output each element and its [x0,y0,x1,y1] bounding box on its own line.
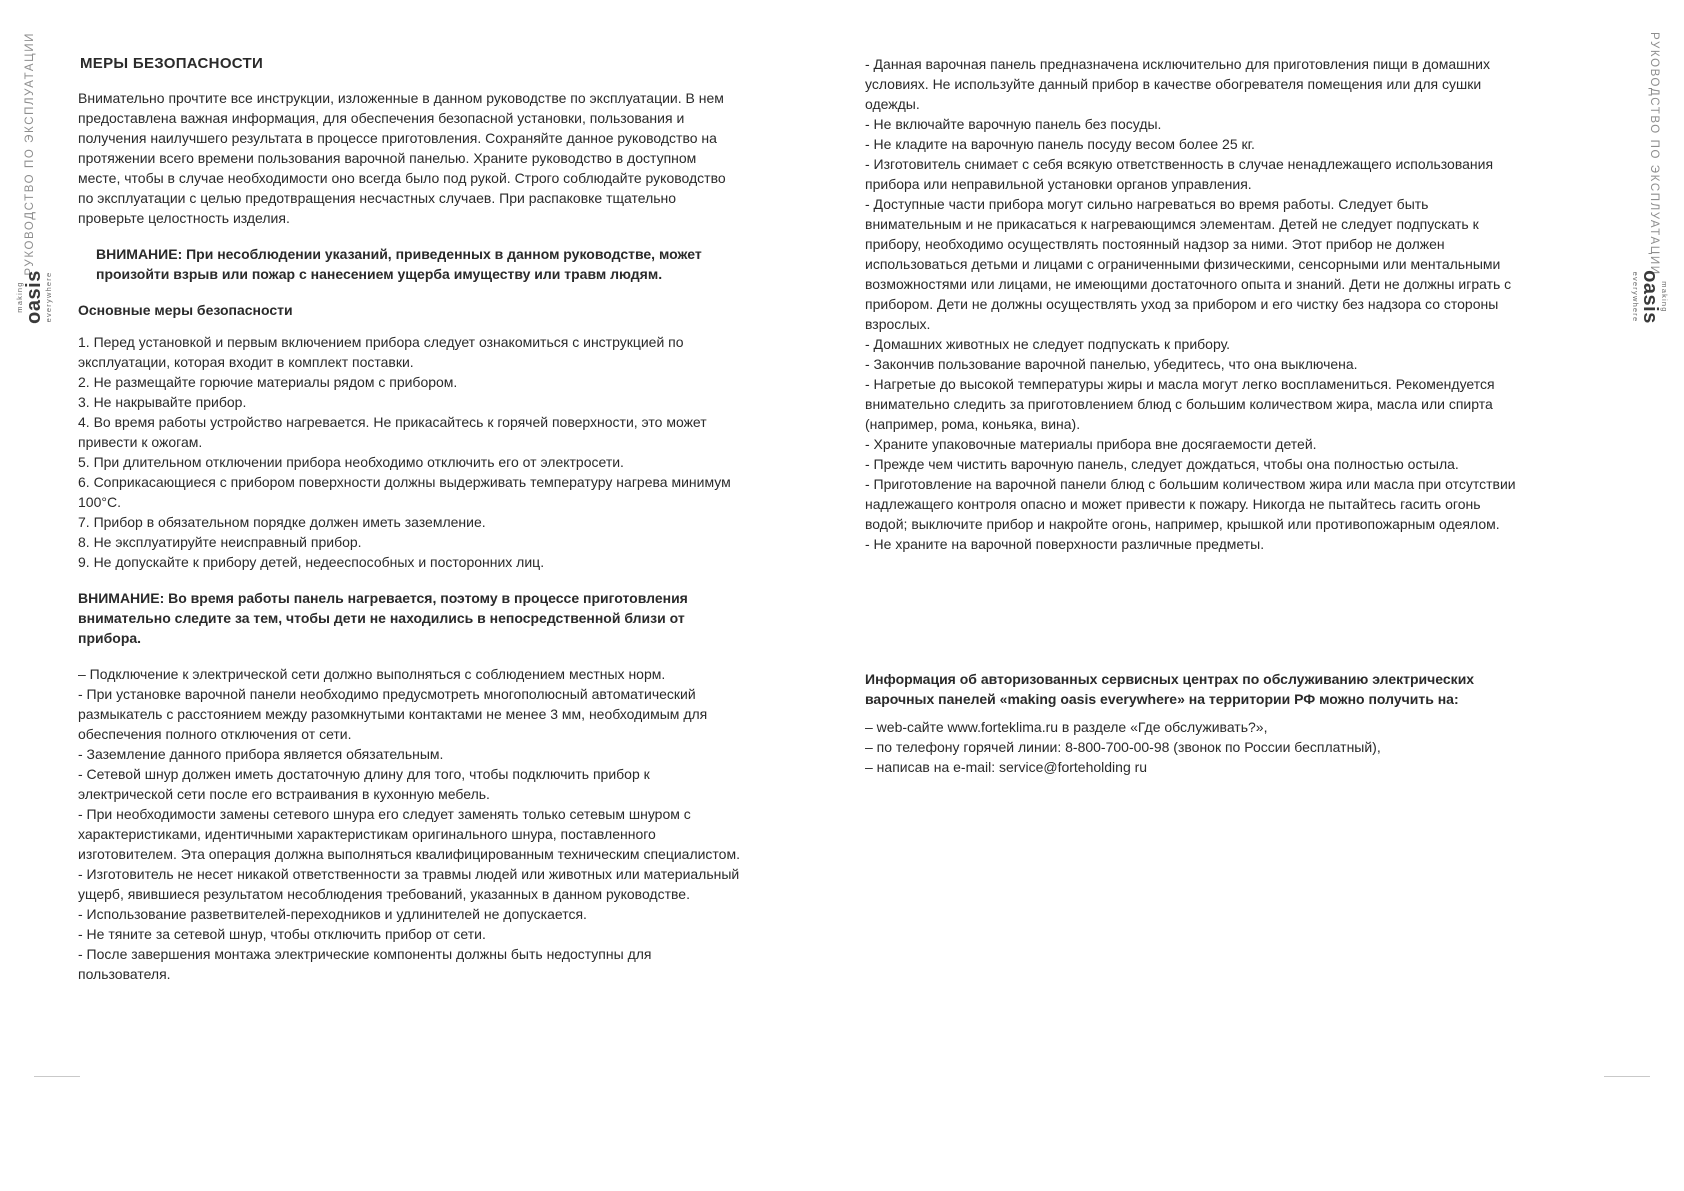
list-item: - Не включайте варочную панель без посуды. [865,116,1162,132]
list-item: - При необходимости замены сетевого шнура его следует заменять только сетевым шнуром с характеристиками, идентичными характеристикам оригинального шнура, поставленного изготовителем. Эта операция должна выполняться квалифицированным техническим специалистом. [78,806,740,862]
list-item: - Прежде чем чистить варочную панель, следует дождаться, чтобы она полностью остыла. [865,456,1459,472]
list-item: 3. Не накрывайте прибор. [78,394,247,410]
list-item: - Приготовление на варочной панели блюд с большим количеством жира или масла при отсутствии надлежащего контроля опасно и может привести к пожару. Никогда не пытайтесь гасить огонь водой; выключите прибор и накройте огонь, например, крышкой или противопожарным одеялом. [865,476,1516,532]
list-item: - При установке варочной панели необходимо предусмотреть многополюсный автоматический размыкатель с расстоянием между разомкнутыми контактами не менее 3 мм, необходимым для обеспечения полного отключения от сети. [78,686,708,742]
list-item: 6. Соприкасающиеся с прибором поверхности должны выдерживать температуру нагрева минимум 100°С. [78,474,731,510]
list-item: 9. Не допускайте к прибору детей, недееспособных и посторонних лиц. [78,554,545,570]
list-item: - Изготовитель не несет никакой ответственности за травмы людей или животных или материальный ущерб, явившиеся результатом несоблюдения требований, указанных в данном руководстве. [78,866,740,902]
brand-logo-right [1631,249,1669,345]
service-info-block [865,669,1517,777]
list-item: 1. Перед установкой и первым включением прибора следует ознакомиться с инструкцией по эксплуатации, которая входит в комплект поставки. [78,334,684,370]
list-item: - Сетевой шнур должен иметь достаточную длину для того, чтобы подключить прибор к электрической сети после его встраивания в кухонную мебель. [78,766,650,802]
sidebar-left-label: РУКОВОДСТВО ПО ЭКСПЛУАТАЦИИ [24,32,36,276]
list-item: 8. Не эксплуатируйте неисправный прибор. [78,534,362,550]
logo-oasis-text: oasis [23,270,45,324]
brand-logo-left [15,249,53,345]
dash-list-left [78,664,740,984]
logo-everywhere-text: everywhere [44,271,53,323]
list-item: – Подключение к электрической сети должно выполняться с соблюдением местных норм. [78,666,666,682]
list-item: 2. Не размещайте горючие материалы рядом с прибором. [78,374,458,390]
list-item: - Заземление данного прибора является обязательным. [78,746,444,762]
warning-block-1: ВНИМАНИЕ: При несоблюдении указаний, приведенных в данном руководстве, может произойти взрыв или пожар с нанесением ущерба имуществу или травм людям. [96,246,702,282]
fold-mark-bottom-right [1604,1076,1650,1077]
sidebar-right-label: РУКОВОДСТВО ПО ЭКСПЛУАТАЦИИ [1648,32,1660,276]
list-item: - После завершения монтажа электрические компоненты должны быть недоступны для пользователя. [78,946,652,982]
list-item: 5. При длительном отключении прибора необходимо отключить его от электросети. [78,454,624,470]
list-item: – написав на e-mail: service@forteholding ru [865,759,1148,775]
intro-paragraph: Внимательно прочтите все инструкции, изложенные в данном руководстве по эксплуатации. В нем предоставлена важная информация, для обеспечения безопасной установки, пользования и получения наилучшего результата в процессе приготовления. Сохраняйте данное руководство на протяжении всего времени пользования варочной панелью. Храните руководство в доступном месте, чтобы в случае необходимости оно всегда было под рукой. Строго соблюдайте руководство по эксплуатации с целью предотвращения несчастных случаев. При распаковке тщательно проверьте целостность изделия. [78,90,726,226]
list-item: - Изготовитель снимает с себя всякую ответственность в случае ненадлежащего использования прибора или неправильной установки органов управления. [865,156,1494,192]
left-page [78,54,740,1000]
list-item: - Не храните на варочной поверхности различные предметы. [865,536,1265,552]
list-item: - Использование разветвителей-переходников и удлинителей не допускается. [78,906,587,922]
numbered-safety-list [78,332,740,572]
logo-making-text: making [1660,281,1669,313]
list-item: 4. Во время работы устройство нагревается. Не прикасайтесь к горячей поверхности, это может привести к ожогам. [78,414,707,450]
page-title: МЕРЫ БЕЗОПАСНОСТИ [80,55,264,72]
list-item: – web-сайте www.forteklima.ru в разделе «Где обслуживать?», [865,719,1268,735]
list-item: – по телефону горячей линии: 8-800-700-00-98 (звонок по России бесплатный), [865,739,1381,755]
list-item: - Доступные части прибора могут сильно нагреваться во время работы. Следует быть внимательным и не прикасаться к нагревающимся элементам. Детей не следует подпускать к прибору, необходимо осуществлять постоянный надзор за ними. Этот прибор не должен использоваться детьми и лицами с ограниченными физическими, сенсорными или ментальными возможностями или лицами, не имеющими достаточного опыта и знаний. Дети не должны играть с прибором. Дети не должны осуществлять уход за прибором и его чистку без надзора со стороны взрослых. [865,196,1512,332]
fold-mark-bottom-left [34,1076,80,1077]
list-item: - Нагретые до высокой температуры жиры и масла могут легко воспламениться. Рекомендуется внимательно следить за приготовлением блюд с большим количеством жира, масла или спирта (например, рома, коньяка, вина). [865,376,1495,432]
list-item: - Не тяните за сетевой шнур, чтобы отключить прибор от сети. [78,926,486,942]
list-item: - Данная варочная панель предназначена исключительно для приготовления пищи в домашних условиях. Не используйте данный прибор в качестве обогревателя помещения или для сушки одежды. [865,56,1490,112]
service-info-heading: Информация об авторизованных сервисных центрах по обслуживанию электрических варочных панелей «making oasis everywhere» на территории РФ можно получить на: [865,671,1475,707]
service-contact-list [865,717,1517,777]
list-item: - Домашних животных не следует подпускать к прибору. [865,336,1231,352]
subheading-basic-safety: Основные меры безопасности [78,302,293,318]
list-item: 7. Прибор в обязательном порядке должен иметь заземление. [78,514,486,530]
right-page [865,54,1517,793]
logo-making-text: making [15,281,24,313]
logo-everywhere-text: everywhere [1631,271,1640,323]
list-item: - Закончив пользование варочной панелью, убедитесь, что она выключена. [865,356,1358,372]
warning-block-2: ВНИМАНИЕ: Во время работы панель нагревается, поэтому в процессе приготовления внимательно следите за тем, чтобы дети не находились в непосредственной близи от прибора. [78,590,688,646]
logo-oasis-text: oasis [1639,270,1661,324]
list-item: - Не кладите на варочную панель посуду весом более 25 кг. [865,136,1255,152]
dash-list-right [865,54,1517,554]
list-item: - Храните упаковочные материалы прибора вне досягаемости детей. [865,436,1317,452]
